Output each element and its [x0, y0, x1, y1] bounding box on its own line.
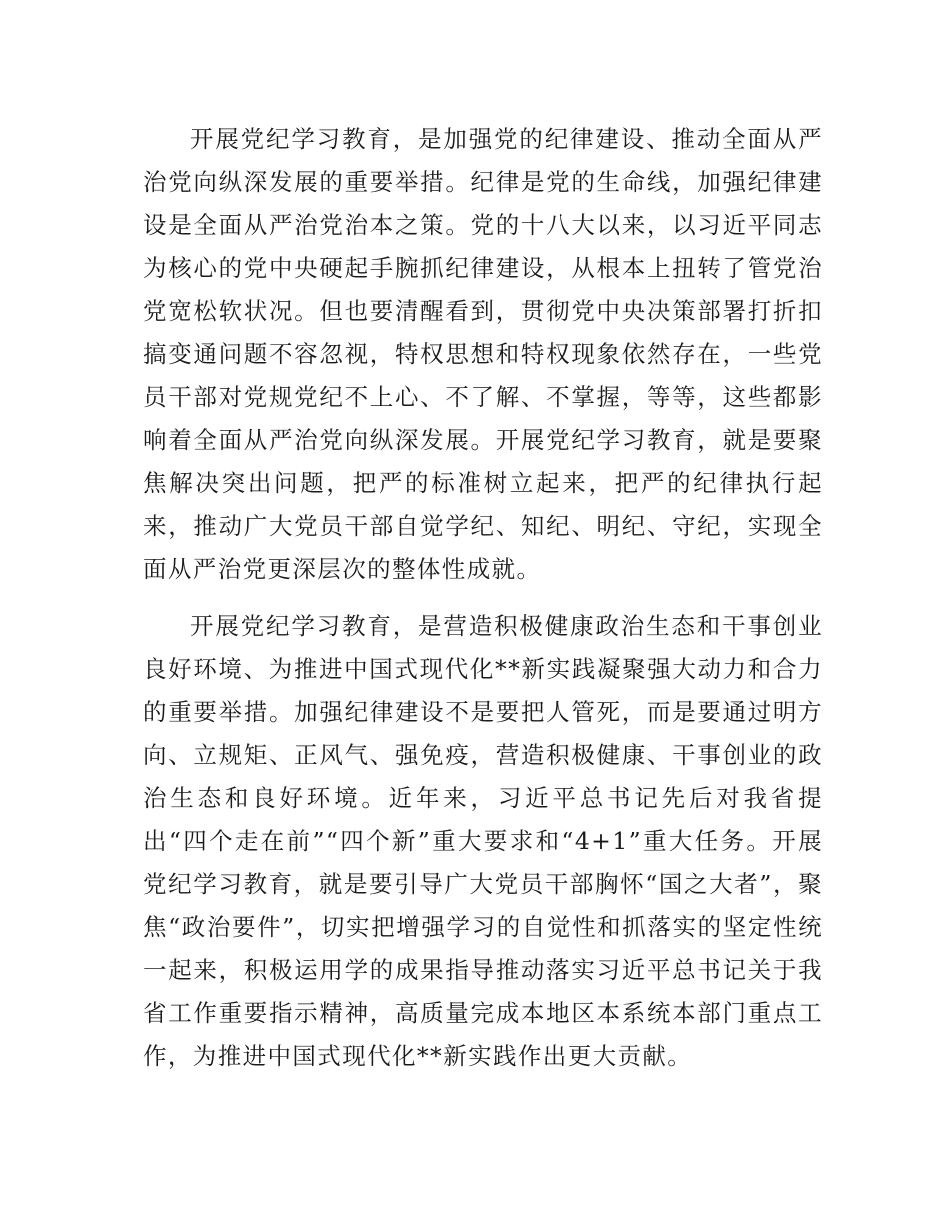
paragraph-1: 开展党纪学习教育，是加强党的纪律建设、推动全面从严治党向纵深发展的重要举措。纪律是党的生命线，加强纪律建设是全面从严治党治本之策。党的十八大以来，以习近平同志为核心的党中央硬起手腕抓纪律建设，从根本上扭转了管党治党宽松软状况。但也要清醒看到，贯彻党中央决策部署打折扣搞变通问题不容忽视，特权思想和特权现象依然存在，一些党员干部对党规党纪不上心、不了解、不掌握，等等，这些都影响着全面从严治党向纵深发展。开展党纪学习教育，就是要聚焦解决突出问题，把严的标准树立起来，把严的纪律执行起来，推动广大党员干部自觉学纪、知纪、明纪、守纪，实现全面从严治党更深层次的整体性成就。 — [143, 125, 823, 583]
paragraph-2: 开展党纪学习教育，是营造积极健康政治生态和干事创业良好环境、为推进中国式现代化**新实践凝聚强大动力和合力的重要举措。加强纪律建设不是要把人管死，而是要通过明方向、立规矩、正风气、强免疫，营造积极健康、干事创业的政治生态和良好环境。近年来，习近平总书记先后对我省提出“四个走在前”“四个新”重大要求和“4+1”重大任务。开展党纪学习教育，就是要引导广大党员干部胸怀“国之大者”，聚焦“政治要件”，切实把增强学习的自觉性和抓落实的坚定性统一起来，积极运用学的成果指导推动落实习近平总书记关于我省工作重要指示精神，高质量完成本地区本系统本部门重点工作，为推进中国式现代化**新实践作出更大贡献。 — [143, 612, 823, 1070]
document-body — [143, 118, 823, 1078]
